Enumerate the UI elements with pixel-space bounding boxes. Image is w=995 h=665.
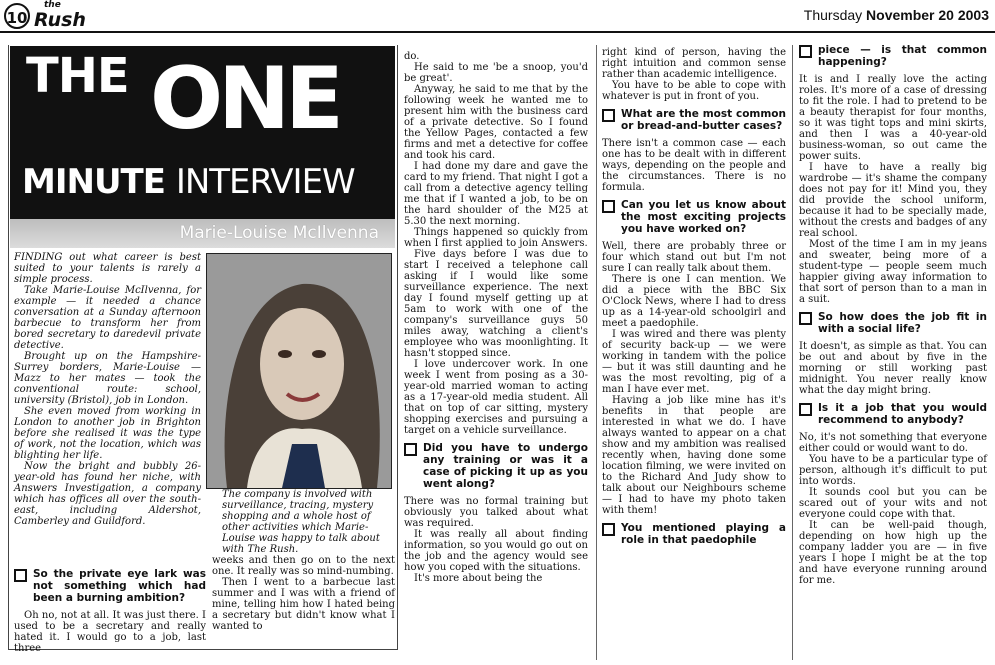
column-4 bbox=[602, 47, 786, 552]
column-5 bbox=[799, 44, 987, 586]
page-number: 10 bbox=[4, 3, 30, 29]
answer-para: No, it's not something that everyone either could or would want to do. bbox=[799, 432, 987, 454]
answer-para: It's more about being the bbox=[414, 573, 543, 584]
answer-para: You have to be a particular type of person, although it's difficult to put into words. bbox=[799, 454, 987, 487]
answer-para: It doesn't, as simple as that. You can be out and about by five in the morning or still working past midnight. You never really know what the day might bring. bbox=[799, 341, 987, 396]
name-bar bbox=[10, 219, 395, 248]
question bbox=[602, 199, 786, 235]
intro-para: Take Marie-Louise McIlvenna, for example — it needed a chance conversation at a Sunday afternoon barbecue to transform her from bored secretary to daredevil private detective. bbox=[14, 285, 201, 351]
logo-prefix: the bbox=[44, 0, 61, 10]
col2-bottom bbox=[212, 555, 395, 632]
answer-para: I was wired and there was plenty of security back-up — we were working in tandem with the police — but it was still daunting and he was the most revolting, pig of a man I have ever met. bbox=[602, 329, 786, 395]
question-bullet-icon bbox=[14, 569, 27, 582]
header-rule bbox=[0, 31, 995, 33]
question-text: Can you let us know about the most exciting projects you have worked on? bbox=[621, 199, 786, 235]
question-bullet-icon bbox=[799, 312, 812, 325]
answer-para: Things happened so quickly from when I first applied to join Answers. bbox=[404, 227, 588, 249]
answer-para: I have to have a really big wardrobe — it's shame the company does not pay for it! Mind you, they did provide the school uniform, because it had to be specially made, without the crests and badges of any real school. bbox=[799, 162, 987, 239]
question-text: What are the most common or bread-and-butter cases? bbox=[621, 108, 786, 132]
interviewee-name: Marie-Louise McIlvenna bbox=[179, 223, 379, 243]
answer-para: There was no formal training but obviously you talked about what was required. bbox=[404, 496, 588, 529]
dateline bbox=[804, 7, 989, 23]
answer-para: I love undercover work. In one week I went from posing as a 30-year-old married woman to acting as a 17-year-old media student. All that on top of car sitting, mystery shopping exercises and pursuing a target on a vehicle surveillance. bbox=[404, 359, 588, 436]
answer-para: Oh no, not at all. It was just there. I used to be a secretary and really hated it. I would go to a job, last three bbox=[14, 610, 206, 654]
answer-para: He said to me 'be a snoop, you'd be great'. bbox=[404, 62, 588, 84]
intro-column bbox=[14, 252, 201, 527]
question-bullet-icon bbox=[602, 523, 615, 536]
dateline-date: November 20 2003 bbox=[866, 7, 989, 23]
title-the: THE bbox=[26, 48, 129, 104]
intro-para: FINDING out what career is best suited to your talents is rarely a simple process. bbox=[14, 252, 201, 285]
answer-para: Five days before I was due to start I received a telephone call asking if I would like some surveillance experience. The next day I found myself getting up at 5am to work with one of the company's surveillance guys 50 miles away, watching a client's employee who was moonlighting. It hasn't stopped since. bbox=[404, 249, 588, 359]
question-text: piece — is that common happening? bbox=[818, 44, 987, 68]
answer-para: It is and I really love the acting roles. It's more of a case of dressing to fit the role. I had to pretend to be a beauty therapist for four months, so it was tight tops and mini skirts, and then I was a 40-year-old business-woman, so out came the power suits. bbox=[799, 74, 987, 162]
question-text: Is it a job that you would recommend to anybody? bbox=[818, 402, 987, 426]
question bbox=[602, 522, 786, 546]
question-text: So the private eye lark was not something which had been a burning ambition? bbox=[33, 568, 206, 604]
column-3 bbox=[404, 51, 588, 584]
answer-para: Then I went to a barbecue last summer and I was with a friend of mine, telling him how I hated being a secretary but didn't know what I wanted to bbox=[212, 577, 395, 632]
photo-caption: The company is involved with surveillance, tracing, mystery shopping and a whole host of other activities which Marie-Louise was happy to talk about with The Rush. bbox=[222, 489, 380, 555]
question-text: So how does the job fit in with a social life? bbox=[818, 311, 987, 335]
question bbox=[799, 44, 987, 68]
answer-para: You have to be able to cope with whatever is put in front of you. bbox=[602, 80, 786, 102]
answer-para: It was really all about finding information, so you would go out on the job and the agency would see how you coped with the situations. bbox=[404, 529, 588, 573]
answer-para: I had done my dare and gave the card to my friend. That night I got a call from a detective agency telling me that if I wanted a job, to be on the hard shoulder of the M25 at 5.30 the next morning. bbox=[404, 161, 588, 227]
portrait-illustration bbox=[207, 254, 391, 488]
question-text: You mentioned playing a role in that paedophile bbox=[621, 522, 786, 546]
title-minute: MINUTE bbox=[22, 162, 165, 202]
answer-para: It can be well-paid though, depending on how high up the company ladder you are — in five years I hope I might be at the top and have everyone running around for me. bbox=[799, 520, 987, 586]
question bbox=[602, 108, 786, 132]
question-bullet-icon bbox=[602, 109, 615, 122]
answer-para: Anyway, he said to me that by the following week he wanted me to present him with the business card of a private detective. So I found the Yellow Pages, contacted a few firms and met a detective for coffee and took his card. bbox=[404, 84, 588, 161]
question bbox=[799, 311, 987, 335]
question-bullet-icon bbox=[602, 200, 615, 213]
question bbox=[799, 402, 987, 426]
answer-para: Having a job like mine has it's benefits in that people are interested in what we do. I have always wanted to appear on a chat show and my ambition was realised recently when, having done some location filming, we were invited on to the Richard And Judy show to talk about our Neighbours scheme — I had to have my photo taken with them! bbox=[602, 395, 786, 516]
logo-name: Rush bbox=[34, 9, 86, 31]
question-bullet-icon bbox=[799, 45, 812, 58]
title-one: ONE bbox=[150, 49, 339, 149]
column-divider bbox=[596, 45, 597, 660]
answer-para: There is one I can mention. We did a piece with the BBC Six O'Clock News, where I had to dress up as a 14-year-old schoolgirl and meet a paedophile. bbox=[602, 274, 786, 329]
question bbox=[404, 442, 588, 490]
question-bullet-icon bbox=[799, 403, 812, 416]
answer-para: do. bbox=[404, 51, 420, 62]
column-divider bbox=[792, 45, 793, 660]
answer-para: weeks and then go on to the next one. It really was so mind-numbing. bbox=[212, 555, 395, 577]
answer-para: Most of the time I am in my jeans and sweater, being more of a student-type — people seem much happier giving away information to that sort of person than to a man in a suit. bbox=[799, 239, 987, 305]
answer-para: Well, there are probably three or four which stand out but I'm not sure I can really talk about them. bbox=[602, 241, 786, 274]
title-interview: INTERVIEW bbox=[175, 162, 355, 202]
answer-para: right kind of person, having the right intuition and common sense rather than academic intelligence. bbox=[602, 47, 786, 80]
question-text: Did you have to undergo any training or was it a case of picking it up as you went along? bbox=[423, 442, 588, 490]
intro-para: Brought up on the Hampshire-Surrey borders, Marie-Louise — Mazz to her mates — took the conventional route: school, university (Bristol), job in London. bbox=[14, 351, 201, 406]
answer-para: It sounds cool but you can be scared out of your wits and not everyone could cope with that. bbox=[799, 487, 987, 520]
question bbox=[14, 568, 206, 604]
title-minute-interview bbox=[22, 162, 355, 202]
intro-para: Now the bright and bubbly 26-year-old has found her niche, with Answers Investigation, a company which has offices all over the south-east, including Aldershot, Camberley and Guildford. bbox=[14, 461, 201, 527]
question-bullet-icon bbox=[404, 443, 417, 456]
question-block-1 bbox=[14, 562, 206, 654]
portrait-photo bbox=[206, 253, 392, 489]
publication-logo bbox=[34, 1, 86, 31]
answer-para: There isn't a common case — each one has to be dealt with in different ways, depending on the people and the circumstances. There is no formula. bbox=[602, 138, 786, 193]
dateline-day: Thursday bbox=[803, 7, 863, 23]
intro-para: She even moved from working in London to another job in Brighton before she realised it was the type of work, not the location, which was blighting her life. bbox=[14, 406, 201, 461]
